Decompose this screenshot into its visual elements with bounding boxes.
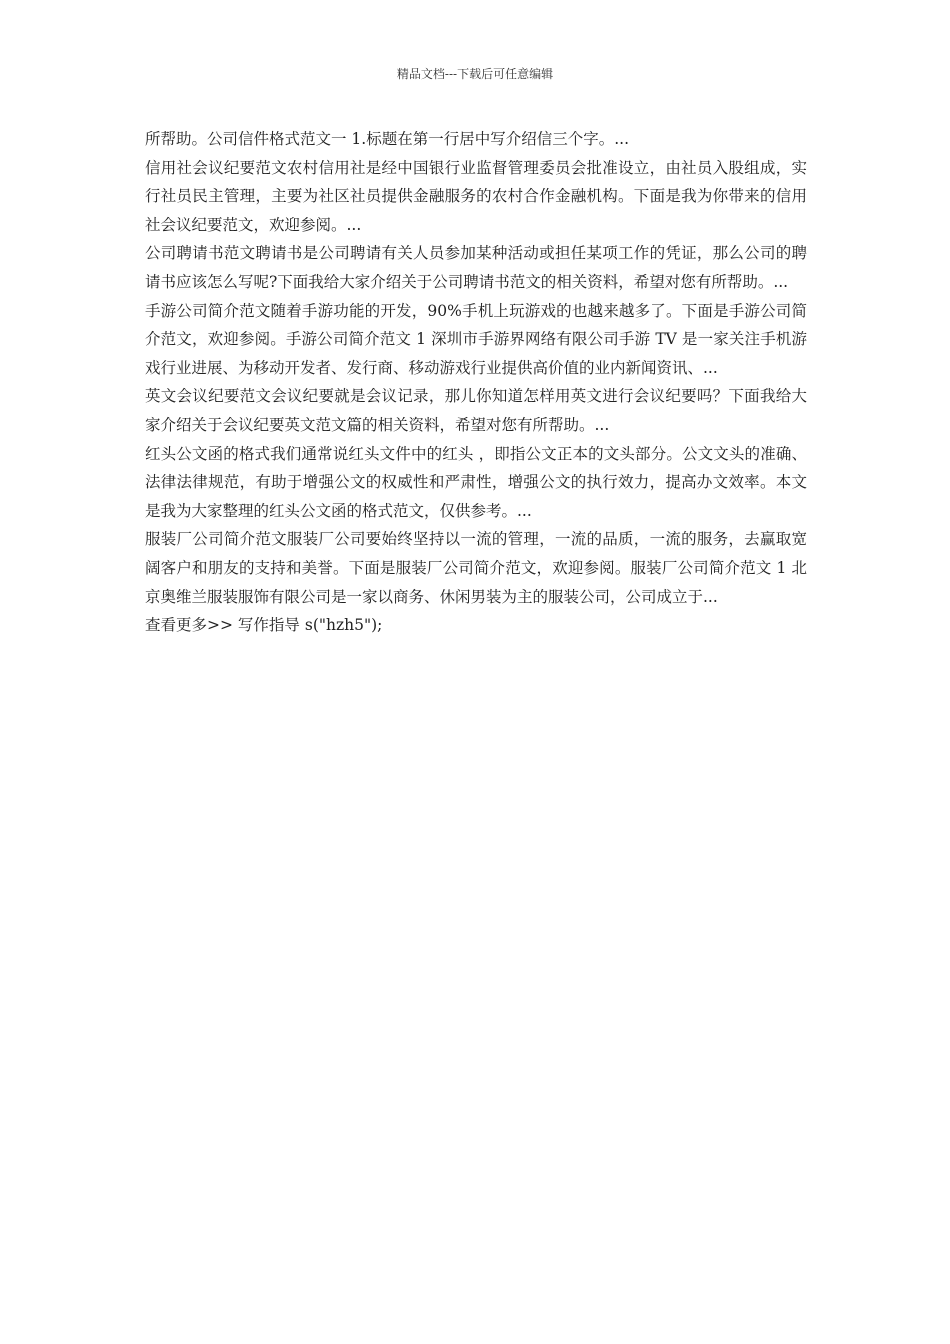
- page-header: 精品文档---下载后可任意编辑: [396, 67, 554, 81]
- view-more-link[interactable]: 查看更多>>: [145, 616, 233, 635]
- paragraph-3: 公司聘请书范文聘请书是公司聘请有关人员参加某种活动或担任某项工作的凭证，那么公司的聘请书应该怎么写呢?下面我给大家介绍关于公司聘请书范文的相关资料，希望对您有所帮助。...: [145, 244, 807, 291]
- paragraph-1: 所帮助。公司信件格式范文一 1.标题在第一行居中写介绍信三个字。...: [145, 130, 629, 148]
- paragraph-7: 服装厂公司简介范文服装厂公司要始终坚持以一流的管理，一流的品质，一流的服务，去赢取宽阔客户和朋友的支持和美誉。下面是服装厂公司简介范文，欢迎参阅。服装厂公司简介范文 1 北京奥维兰服装服饰有限公司是一家以商务、休闲男装为主的服装公司，公司成立于...: [145, 530, 807, 606]
- paragraph-6: 红头公文函的格式我们通常说红头文件中的红头 ，即指公文正本的文头部分。公文文头的准确、法律法律规范，有助于增强公文的权威性和严肃性，增强公文的执行效力，提高办文效率。本文是我为大家整理的红头公文函的格式范文，仅供参考。...: [145, 444, 807, 520]
- category-label: 写作指导: [237, 616, 300, 635]
- paragraph-5: 英文会议纪要范文会议纪要就是会议记录，那儿你知道怎样用英文进行会议纪要吗？下面我给大家介绍关于会议纪要英文范文篇的相关资料，希望对您有所帮助。...: [145, 387, 807, 434]
- more-line: [145, 611, 807, 640]
- paragraph-2: 信用社会议纪要范文农村信用社是经中国银行业监督管理委员会批准设立，由社员入股组成，实行社员民主管理，主要为社区社员提供金融服务的农村合作金融机构。下面是我为你带来的信用社会议纪要范文，欢迎参阅。...: [145, 158, 807, 234]
- script-snippet: s("hzh5");: [304, 616, 383, 635]
- paragraph-4: 手游公司简介范文随着手游功能的开发，90%手机上玩游戏的也越来越多了。下面是手游公司简介范文，欢迎参阅。手游公司简介范文 1 深圳市手游界网络有限公司手游 TV 是一家关注手机游戏行业进展、为移动开发者、发行商、移动游戏行业提供高价值的业内新闻资讯、...: [145, 301, 807, 377]
- document-body: [145, 125, 807, 640]
